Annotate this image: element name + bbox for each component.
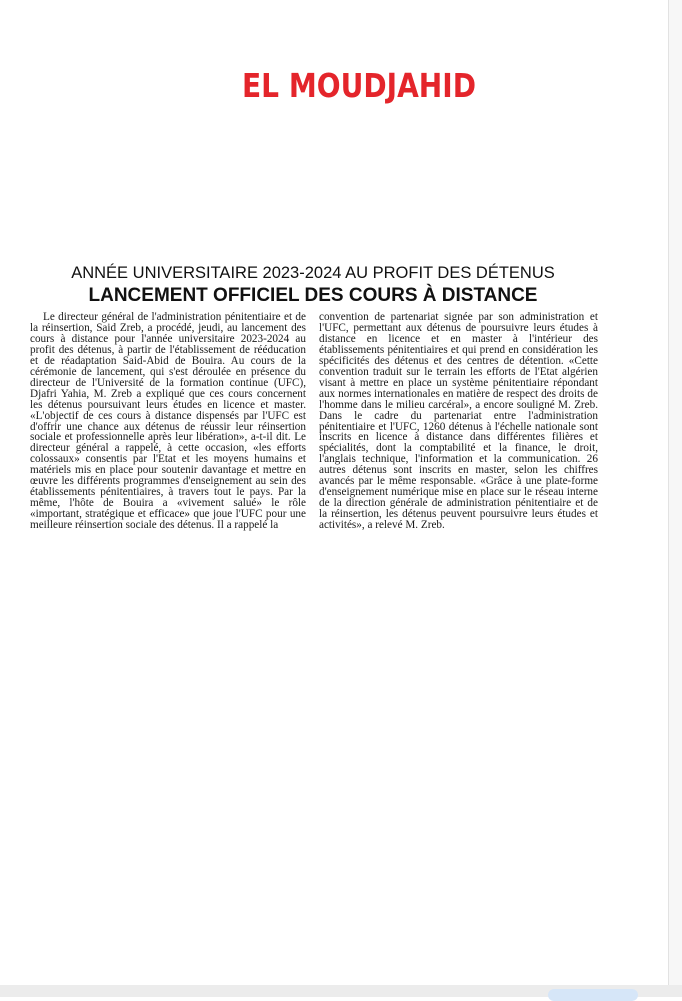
viewer-side-strip	[669, 0, 682, 985]
article-headline: LANCEMENT OFFICIEL DES COURS À DISTANCE	[88, 285, 538, 306]
article-column-left: Le directeur général de l'administration pénitentiaire et de la réinsertion, Said Zreb, a procédé, jeudi, au lancement des cours à distance pour l'année universitaire 2023-2024 au profit des détenus, à partir de l'établissement de rééducation et de réadaptation Said-Abid de Bouira. Au cours de la cérémonie de lancement, qui s'est déroulée en présence du directeur de l'Université de la formation continue (UFC), Djafri Yahia, M. Zreb a expliqué que ces cours concernent les détenus poursuivant leurs études en licence et master. «L'objectif de ces cours à distance dispensés par l'UFC est d'offrir une chance aux détenus de réussir leur réinsertion sociale et professionnelle après leur libération», a-t-il dit. Le directeur général a rappelé, à cette occasion, «les efforts colossaux» consentis par l'Etat et les moyens humains et matériels mis en place pour soutenir davantage et mettre en œuvre les différents programmes d'enseignement au sein des établissements pénitentiaires, à travers tout le pays. Par la même, l'hôte de Bouira a «vivement salué» le rôle «important, stratégique et efficace» que joue l'UFC pour une meilleure réinsertion sociale des détenus. Il a rappelé la	[30, 311, 306, 532]
article-column-right: convention de partenariat signée par son administration et l'UFC, permettant aux détenus de poursuivre leurs études à distance en licence et en master à l'intérieur des établissements pénitentiaires et qui prend en considération les spécificités des détenus et des centres de détention. «Cette convention traduit sur le terrain les efforts de l'Etat algérien visant à mettre en place un système pénitentiaire répondant aux normes internationales en matière de respect des droits de l'homme dans le milieu carcéral», a encore souligné M. Zreb. Dans le cadre du partenariat entre l'administration pénitentiaire et l'UFC, 1260 détenus à l'échelle nationale sont inscrits en licence à distance dans différentes filières et spécialités, dont la comptabilité et la finance, le droit, l'anglais technique, l'information et la communication. 26 autres détenus sont inscrits en master, selon les chiffres avancés par le même responsable. «Grâce à une plate-forme d'enseignement numérique mise en place sur le réseau interne de la direction générale de administration pénitentiaire et de la réinsertion, les détenus peuvent poursuivre leurs études et activités», a relevé M. Zreb.	[319, 311, 598, 532]
article-kicker: ANNÉE UNIVERSITAIRE 2023-2024 AU PROFIT DES DÉTENUS	[71, 264, 555, 282]
newspaper-masthead: EL MOUDJAHID	[242, 66, 476, 105]
viewer-scroll-indicator[interactable]	[548, 989, 638, 1001]
